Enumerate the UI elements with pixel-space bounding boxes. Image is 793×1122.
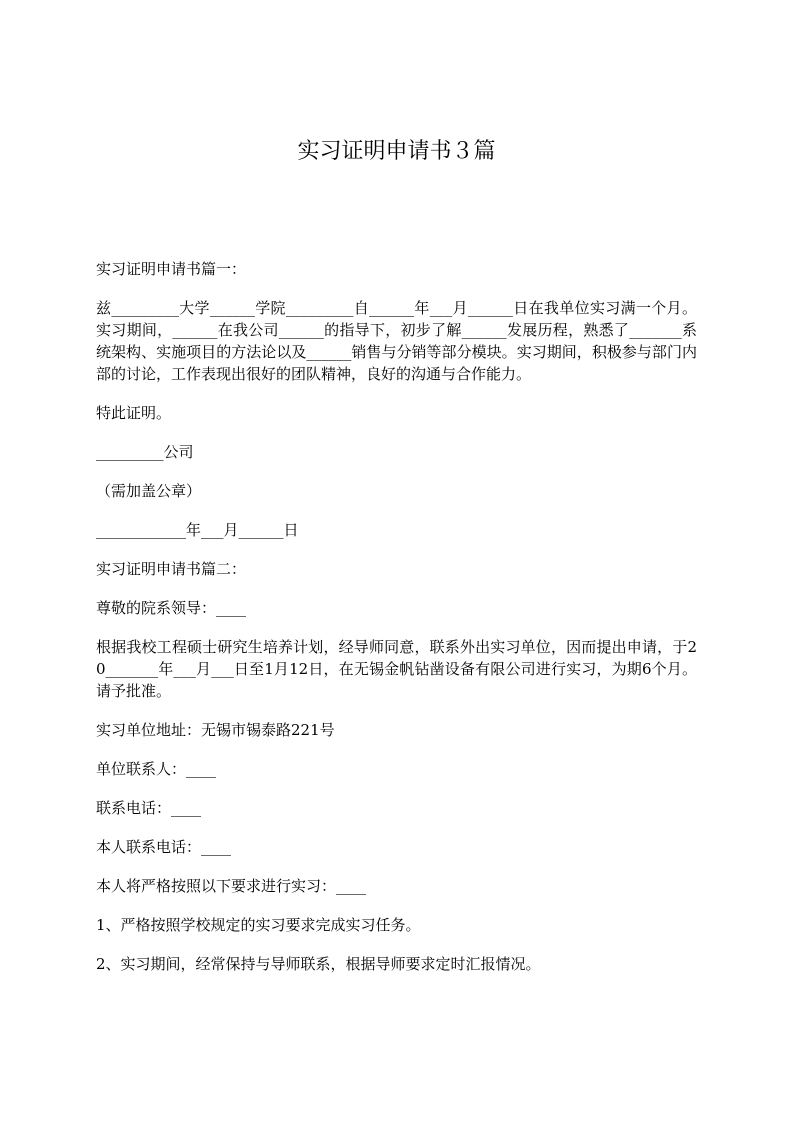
document-body [96, 258, 697, 992]
application-paragraph: 根据我校工程硕士研究生培养计划，经导师同意，联系外出实习单位，因而提出申请，于20_______年___月___日至1月12日，在无锡金帆钻凿设备有限公司进行实习，为期6个月。请予批准。 [96, 638, 697, 700]
internship-address: 实习单位地址：无锡市锡泰路221号 [96, 721, 335, 739]
document-title: 实习证明申请书３篇 [297, 139, 496, 164]
requirement-item-2: 2、实习期间，经常保持与导师联系，根据导师要求定时汇报情况。 [96, 955, 541, 973]
salutation-line: 尊敬的院系领导：____ [96, 599, 247, 617]
hereby-certify-text: 特此证明。 [96, 404, 172, 422]
personal-phone: 本人联系电话：____ [96, 838, 232, 856]
date-line: ____________年___月______日 [96, 521, 299, 539]
company-line: _________公司 [96, 443, 194, 461]
requirement-item-1: 1、严格按照学校规定的实习要求完成实习任务。 [96, 916, 421, 934]
requirements-intro: 本人将严格按照以下要求进行实习：____ [96, 877, 367, 895]
certificate-paragraph: 兹_________大学______学院_________自______年___月______日在我单位实习满一个月。实习期间，______在我公司______的指导下，初步了解______发展历程，熟悉了_______系统架构、实施项目的方法论以及______销售与分销等部分模块。实习期间，积极参与部门内部的讨论，工作表现出很好的团队精神，良好的沟通与合作能力。 [96, 299, 697, 383]
contact-phone: 联系电话：____ [96, 799, 202, 817]
unit-contact: 单位联系人：____ [96, 760, 217, 778]
section-heading-1: 实习证明申请书篇一： [96, 260, 247, 278]
section-heading-2: 实习证明申请书篇二： [96, 560, 247, 578]
seal-note: （需加盖公章） [96, 482, 202, 500]
